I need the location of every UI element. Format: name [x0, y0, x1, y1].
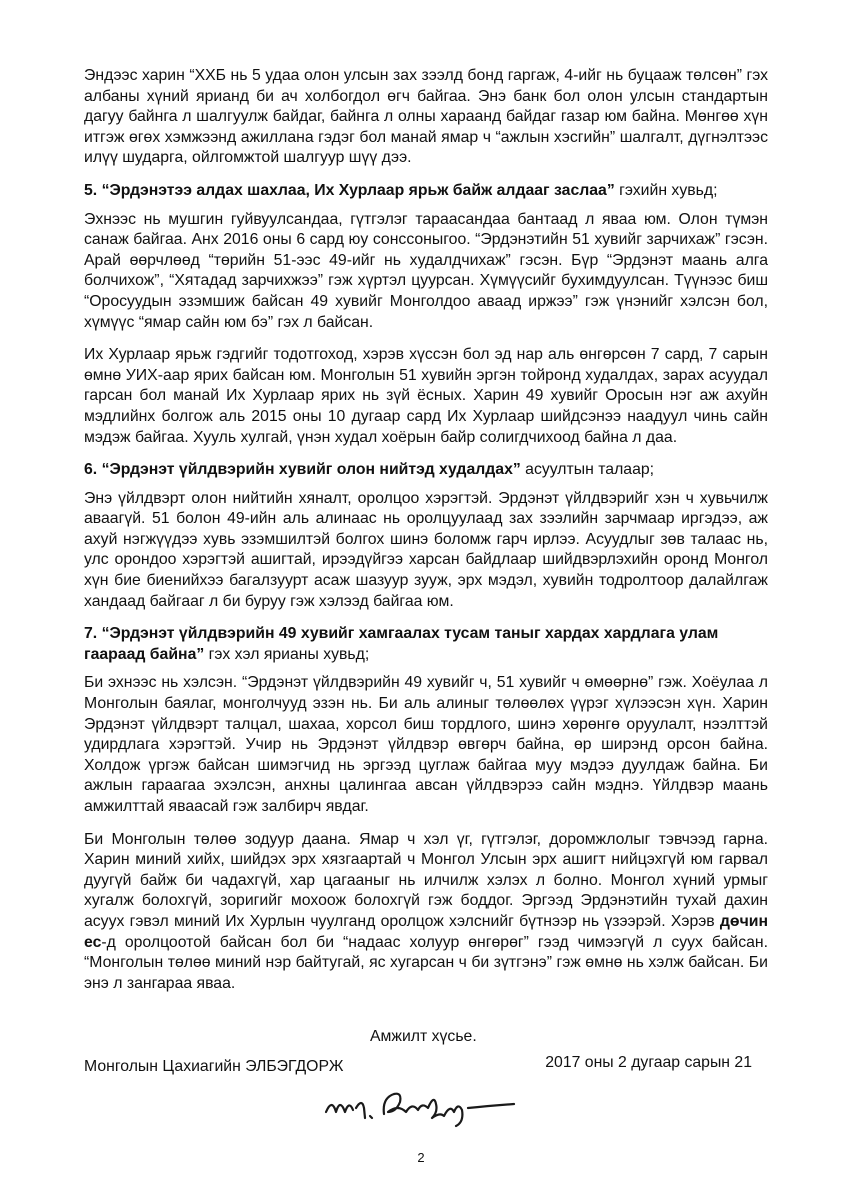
letter-date: 2017 оны 2 дугаар сарын 21 [545, 1054, 752, 1071]
section-title: “Эрдэнэтээ алдах шахлаа, Их Хурлаар ярьж байж алдааг заслаа” [101, 181, 615, 199]
section-heading-7 [84, 624, 768, 665]
paragraph-6-bold-text: дөчин ес [84, 912, 768, 951]
page-number: 2 [417, 1150, 425, 1165]
section-heading-5 [84, 181, 768, 202]
section-number: 6. [84, 461, 98, 479]
closing-salutation: Амжилт хүсье. [370, 1028, 477, 1045]
paragraph-5: Би эхнээс нь хэлсэн. “Эрдэнэт үйлдвэрийн 49 хувийг ч, 51 хувийг ч өмөөрнө” гэж. Хоёулаа л Монголын баялаг, монголчууд эзэн нь. Би аль алиныг төлөөлөх үүрэг хүлээсэн хүн. Харин Эрдэнэт үйлдвэрт талцал, шахаа, хорсол биш тордлого, шинэ хөрөнгө оруулалт, нээлттэй удирдлага хэрэгтэй. Учир нь Эрдэнэт үйлдвэр өвгөрч байна, өр ширэнд орсон байна. Холдож үргэж байсан шимэгчид нь эргээд цуглаж байгаа муу мэдээ дуулдаж байна. Би ажлын гараагаа эхэлсэн, анхны цалингаа авсан үйлдвэрээ сайн мэднэ. Үйлдвэр маань амжилттай яваасай гэж залбирч явдаг. [84, 674, 768, 815]
section-title-suffix: гэхийн хувьд; [614, 181, 718, 199]
section-title: “Эрдэнэт үйлдвэрийн 49 хувийг хамгаалах тусам таныг хардах хардлага улам гаараад байна” [84, 625, 719, 663]
paragraph-3: Их Хурлаар ярьж гэдгийг тодотгоход, хэрэв хүссэн бол эд нар аль өнгөрсөн 7 сард, 7 сарын өмнө УИХ-аар ярих байсан юм. Монголын 51 хувийн эргэн тойронд худалдах, зарах асуудал гарсан бол манай Их Хурлаар ярих нь зүй ёсных. Харин 49 хувийг Оросын нэг аж ахуйн мэдлийнх болгож аль 2015 оны 10 дугаар сард Их Хурлаар шийдсэнээ наадуул чинь сайн мэдэж байгаа. Хууль хулгай, үнэн худал хоёрын байр солигдчихоод байна л даа. [84, 346, 768, 446]
paragraph-2: Эхнээс нь мушгин гуйвуулсандаа, гүтгэлэг тараасандаа бантаад л яваа юм. Олон түмэн санаж байгаа. Анх 2016 оны 6 сард юу сонссоныгоо. “Эрдэнэтийн 51 хувийг зарчихаж” гэсэн. Арай өөрчлөөд “төрийн 51-ээс 49-ийг нь худалдчихаж” гэсэн. Бүр “Эрдэнэт маань алга болчихож”, “Хятадад зарчихжээ” гэж хүртэл цуурсан. Хүмүүсийг бухимдуулсан. Түүнээс биш “Оросуудын эзэмшиж байсан 49 хувийг Монголдоо аваад иржээ” гэж үнэнийг хэлсэн бол, хүмүүс “ямар сайн юм бэ” гэх л байсан. [84, 210, 768, 331]
handwritten-signature [318, 1078, 528, 1134]
section-title: “Эрдэнэт үйлдвэрийн хувийг олон нийтэд худалдах” [101, 461, 521, 479]
section-heading-6 [84, 460, 768, 481]
section-number: 5. [84, 181, 98, 199]
paragraph-6-text-a: Би Монголын төлөө зодуур даана. Ямар ч хэл үг, гүтгэлэг, доромжлолыг тэвчээд гарна. Харин миний хийх, шийдэх эрх хязгаартай ч Монгол Улсын эрх ашигт нийцэхгүй юм гарвал дуугүй байж би чадахгүй, хар цагааныг нь илчилж хэлэх л болно. Монгол хүний урмыг хугалж болохгүй, зоригийг мохоож болохгүй гэж боддог. Эргээд Эрдэнэтийн тухай дахин асуух гэвэл миний Их Хурлын чуулганд оролцож хэлснийг бүтнээр нь үзээрэй. Хэрэв [84, 830, 768, 930]
section-title-suffix: гэх хэл ярианы хувьд; [204, 645, 370, 663]
paragraph-4: Энэ үйлдвэрт олон нийтийн хяналт, оролцоо хэрэгтэй. Эрдэнэт үйлдвэрийг хэн ч хувьчилж аваагүй. 51 болон 49-ийн аль алинаас нь оролцуулаад зах зээлийн зарчмаар иргэдээ, аж ахуй нэгжүүдээ хувь эзэмшилтэй болгох шинэ боломж гарч ирлээ. Асуудлыг зөв талаас нь, улс орондоо хэрэгтэй ашигтай, ирээдүйгээ харсан байдлаар шийдвэрлэхийн оронд Монгол хүн бие биенийхээ багалзуурт асаж шазуур зууж, эрх мэдэл, хувийн тодролтоор далайлгаж хандаад байгааг л би буруу гэж хэлээд байгаа юм. [84, 489, 768, 610]
paragraph-6-text-b: -д оролцоотой байсан бол би “надаас холуур өнгөрөг” гээд чимээгүй л суух байсан. “Монголын төлөө миний нэр байтугай, яс хугарсан ч би зүтгэнэ” гэж өмнө нь хэлж байсан. Би энэ л зангараа яваа. [84, 933, 768, 992]
section-title-suffix: асуултын талаар; [520, 461, 655, 479]
section-number: 7. [84, 625, 98, 643]
paragraph-1: Эндээс харин “ХХБ нь 5 удаа олон улсын зах зээлд бонд гаргаж, 4-ийг нь буцааж төлсөн” гэх албаны хүний ярианд би ач холбогдол өгч байгаа. Энэ банк бол олон улсын стандартын дагуу байнга л шалгуулж байдаг, байнга л олны хараанд байдаг газар юм байна. Мөнгөө хүн итгэж өгөх хэмжээнд ажиллана гэдэг бол манай ямар ч “ажлын хэсгийн” шалгалт, дүгнэлтээс илүү шударга, ойлгомжтой шалгуур шүү дээ. [84, 67, 768, 167]
author-name: Монголын Цахиагийн ЭЛБЭГДОРЖ [84, 1058, 344, 1075]
letter-body [84, 66, 768, 1006]
paragraph-6 [84, 830, 768, 995]
